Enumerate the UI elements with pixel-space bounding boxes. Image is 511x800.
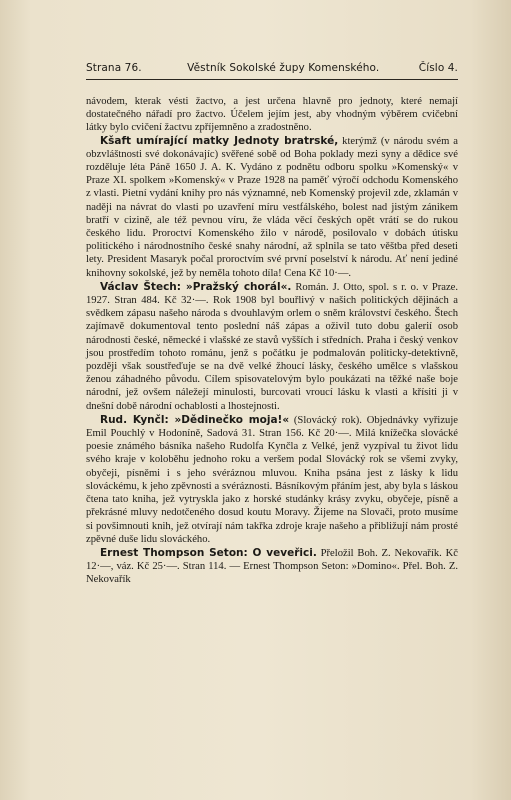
review-text: Přeložil Boh. Z. Nekovařík. Kč 12·—, váz. Kč 25·—. Stran 114. — Ernest Thompson Seton: »Domino«. Přel. Boh. Z. Nekovařík bbox=[86, 547, 459, 586]
review-o-veverici bbox=[86, 547, 458, 587]
paragraph-intro bbox=[86, 95, 458, 135]
paragraph-text: návodem, kterak vésti žactvo, a jest určena hlavně pro jednoty, které nemají dostatečného nářadí pro žactvo. Účelem jejím jest, aby vhodným výběrem cvičební látky bylo cvičení žactvu zpříjemněno a zradostněno. bbox=[86, 96, 458, 134]
review-dedinecko-moja bbox=[86, 414, 458, 546]
article-body bbox=[86, 95, 458, 587]
issue-number: Číslo 4. bbox=[418, 62, 458, 74]
review-text: kterýmž (v národu svém a obzvláštnosti své dokonávajíc) svěřené sobě od Boha poklady mezi syny a dědice své rozděluje léta Páně 1650 J. A. K. Vydáno z podnětu odboru spolku »Komenský« v Praze XI. spolkem »Komenský« v Praze 1928 na paměť výročí odchodu Komenského z vlasti. Pietní vydání knihy pro nás významné, neb Komenský projevil zde, zklamán v naději na návrat do vlasti po uzavření míru vestfálského, bolest nad jistým zánikem bratří v cizině, ale též pevnou víru, že vláda věcí českých opět vrátí se do rukou českého lidu. Proroctví Komenského žilo v národě, posilovalo v dobách útisku politického i národnostního české snahy národní, až splnila se tato věštba před deseti lety. President Masaryk počal proroctvím své první poselství k národu. Ať není jediné knihovny sokolské, jež by neměla tohoto díla! Cena Kč 10·—. bbox=[86, 135, 458, 279]
review-kshaft bbox=[86, 135, 458, 280]
review-heading: Rud. Kynčl: »Dědinečko moja!« bbox=[100, 413, 290, 426]
review-text: (Slovácký rok). Objednávky vyřizuje Emil Pouchlý v Hodoníně, Sadová 31. Stran 156. Kč 20·—. Milá knížečka slovácké poesie známého básníka našeho Rudolfa Kynčla z Velké, jenž vyzpíval tu život lidu svého kraje v koloběhu jednoho roku a veršem podal Slovácký rok se všemi zvyky, obyčeji, písněmi i s jeho svéráznou mluvou. Kniha psána jest z lásky k lidu slováckému, k jeho zpěvnosti a svéráznosti. Básníkovým přáním jest, aby byla s láskou čtena tato kniha, jež vytryskla jako z horské studánky krásy zvyku, obyčeje, písně a překrásné mluvy nedotčeného dosud koutu Moravy. Žijeme na Slovači, proto musíme si povšimnouti knih, jež otvírají nám takřka zdroje kraje našeho a přibližují nám prosté zpěvné duše lidu slováckého. bbox=[86, 414, 458, 545]
review-prazsky-choral bbox=[86, 281, 458, 413]
running-header bbox=[86, 62, 458, 74]
review-heading: Václav Štech: »Pražský chorál«. bbox=[100, 280, 292, 293]
review-text: Román. J. Otto, spol. s r. o. v Praze. 1927. Stran 484. Kč 32·—. Rok 1908 byl bouřlivý v našich politických dějinách a svědkem zápasu našeho národa s dvouhlavým orlem o sněm království českého. Štech zajímavě dokumentoval tento poslední náš zápas a oživil tuto dobu galerií osob národnosti české, německé i vlašské ze stavů vyšších i středních. Praha i český venkov jsou prostředím tohoto románu, jenž s počátku je podmalován politicky-detektivně, později však soustřeďuje se na dvě velké žhoucí lásky, českého umělce s vlašskou ženou záhadného původu. Cílem spisovatelovým bylo poukázati na těžké naše boje národní, jež ovšem náležejí minulosti, burcovati vroucí lásku k vlasti a křísiti ji v dnešní době národní ochablosti a lhostejnosti. bbox=[86, 281, 458, 412]
journal-title: Věstník Sokolské župy Komenského. bbox=[187, 62, 380, 74]
review-heading: Ernest Thompson Seton: O veveřici. bbox=[100, 546, 317, 559]
header-rule bbox=[86, 79, 458, 80]
page-number: Strana 76. bbox=[86, 62, 142, 74]
review-heading: Kšaft umírající matky Jednoty bratrské, bbox=[100, 134, 339, 147]
